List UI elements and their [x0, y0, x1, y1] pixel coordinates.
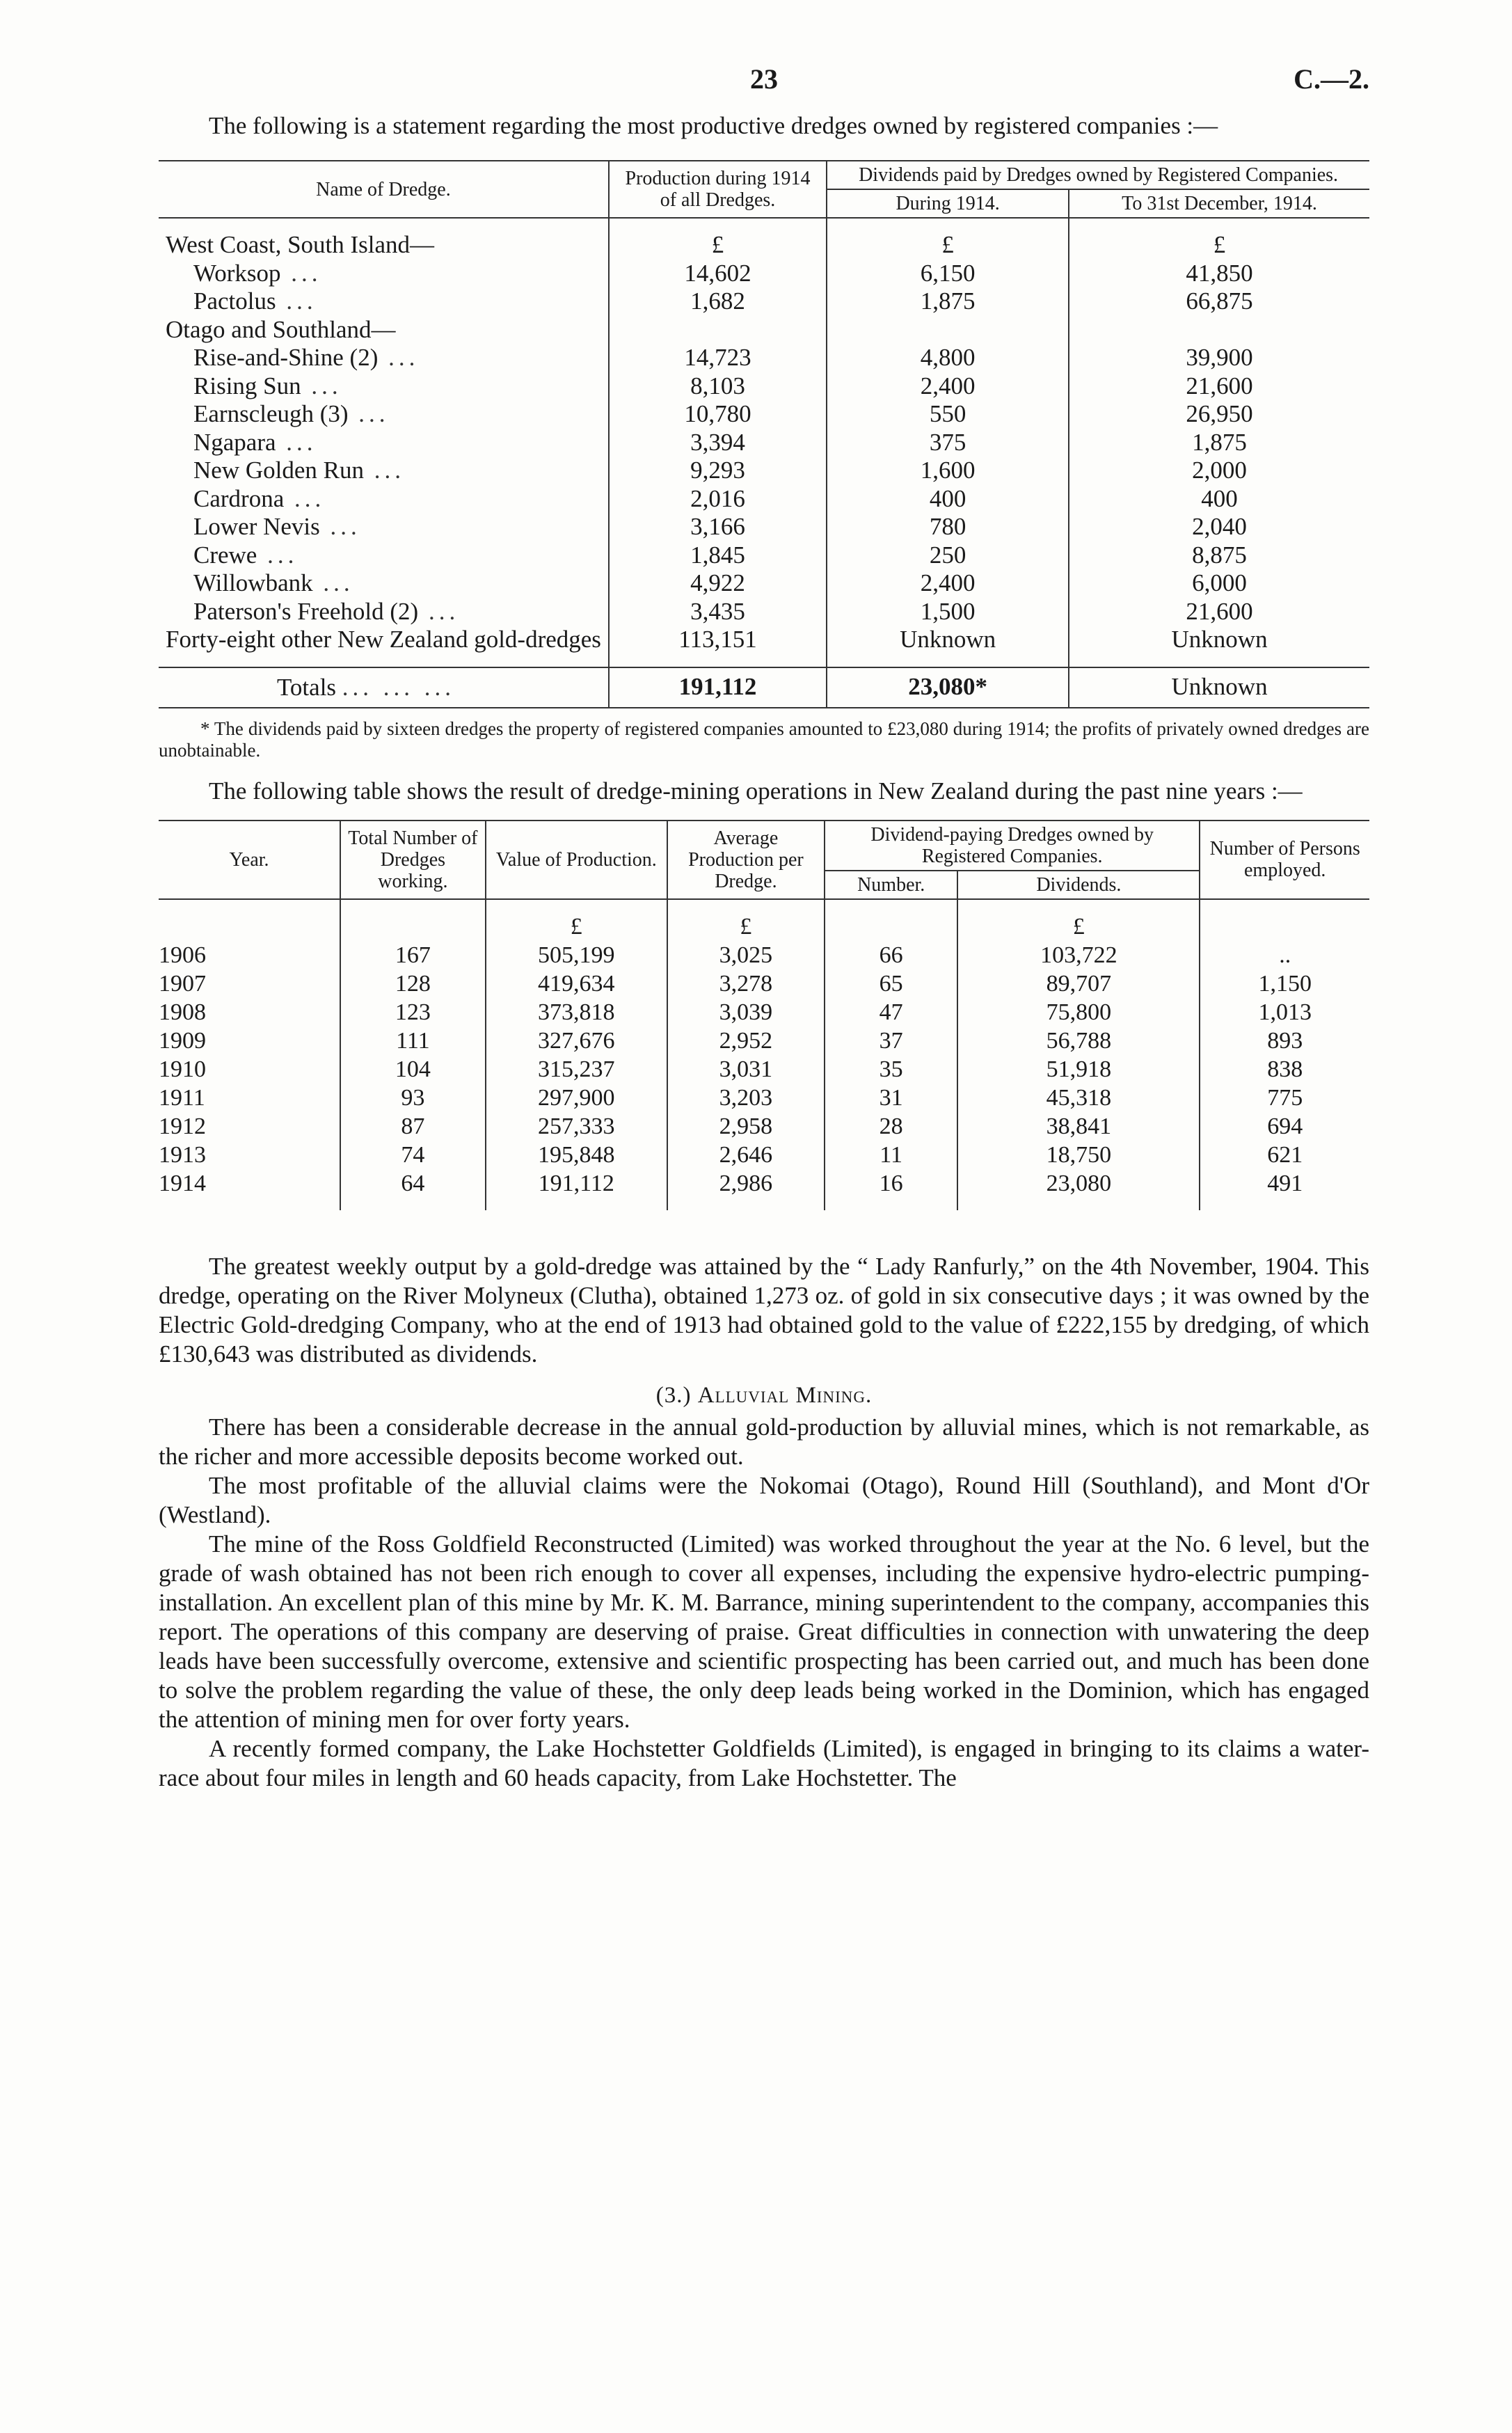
- body-paragraph: The most profitable of the alluvial claims were the Nokomai (Otago), Round Hill (Southland), and Mont d'Or (Westland).: [159, 1471, 1369, 1528]
- intro2-paragraph: The following table shows the result of dredge-mining operations in New Zealand during the past nine years :—: [209, 777, 1303, 805]
- dividends-to-date: 66,875: [1069, 287, 1369, 316]
- number-cell: 37: [825, 1027, 957, 1055]
- production-value: 3,435: [609, 598, 827, 626]
- production-value: 113,151: [609, 626, 827, 654]
- production-value: 2,016: [609, 485, 827, 514]
- persons-cell: ..: [1200, 941, 1369, 969]
- number-cell: 16: [825, 1169, 957, 1198]
- dividends-during: 400: [827, 485, 1069, 514]
- dredge-name: New Golden Run ...: [193, 457, 405, 484]
- number-cell: 11: [825, 1141, 957, 1169]
- intro-paragraph: The following is a statement regarding the most productive dredges owned by registered companies :—: [209, 112, 1218, 139]
- group-row: [159, 231, 1369, 260]
- dredge-name: Ngapara ...: [193, 428, 317, 456]
- value-cell: 191,112: [486, 1169, 667, 1198]
- table-row: [159, 541, 1369, 570]
- dividends-cell: 51,918: [957, 1055, 1200, 1084]
- dredge-name: Cardrona ...: [193, 484, 326, 512]
- dredge-name: Rise-and-Shine (2) ...: [193, 344, 420, 371]
- value-cell: 373,818: [486, 998, 667, 1027]
- dividends-cell: 56,788: [957, 1027, 1200, 1055]
- col-header-dividends: Dividends paid by Dredges owned by Registered Companies.: [827, 161, 1369, 189]
- year-cell: 1908: [159, 999, 206, 1025]
- total-dredges-cell: 74: [340, 1141, 486, 1169]
- total-dredges-cell: 167: [340, 941, 486, 969]
- value-cell: 297,900: [486, 1084, 667, 1112]
- table-row: [159, 429, 1369, 457]
- dredge-name: Willowbank ...: [193, 569, 354, 596]
- col-header-name: Name of Dredge.: [316, 178, 451, 200]
- dredge-name: Forty-eight other New Zealand gold-dredges: [166, 626, 601, 653]
- year-cell: 1911: [159, 1084, 205, 1111]
- average-cell: 3,203: [667, 1084, 825, 1112]
- table-row: [159, 344, 1369, 372]
- persons-cell: 893: [1200, 1027, 1369, 1055]
- unit-label: £: [486, 912, 667, 941]
- value-cell: 327,676: [486, 1027, 667, 1055]
- dividends-to-date: 400: [1069, 485, 1369, 514]
- dividends-during: 550: [827, 400, 1069, 429]
- number-cell: 66: [825, 941, 957, 969]
- number-cell: 28: [825, 1112, 957, 1141]
- dredge-name: Pactolus ...: [193, 287, 317, 315]
- dividends-during: 2,400: [827, 569, 1069, 598]
- value-cell: 195,848: [486, 1141, 667, 1169]
- total-dredges-cell: 104: [340, 1055, 486, 1084]
- units-row: [159, 912, 1369, 941]
- table-row: [159, 372, 1369, 401]
- table-row: [159, 400, 1369, 429]
- persons-cell: 694: [1200, 1112, 1369, 1141]
- year-cell: 1906: [159, 942, 206, 968]
- year-cell: 1909: [159, 1027, 206, 1054]
- dividends-during: 250: [827, 541, 1069, 570]
- value-cell: 505,199: [486, 941, 667, 969]
- dividends-during: 1,875: [827, 287, 1069, 316]
- col-header-production: Production during 1914 of all Dredges.: [609, 161, 827, 218]
- persons-cell: 775: [1200, 1084, 1369, 1112]
- totals-row: Totals ... ... ... 191,112 23,080* Unknown: [159, 667, 1369, 708]
- col-header-number: Number.: [825, 871, 957, 899]
- production-value: 1,845: [609, 541, 827, 570]
- average-cell: 2,646: [667, 1141, 825, 1169]
- page-header: [159, 63, 1369, 111]
- section-number: (3.): [655, 1382, 692, 1408]
- document-reference: C.—2.: [1294, 63, 1369, 95]
- unit-label: £: [609, 231, 827, 260]
- dividends-to-date: 26,950: [1069, 400, 1369, 429]
- value-cell: 315,237: [486, 1055, 667, 1084]
- dividends-cell: 45,318: [957, 1084, 1200, 1112]
- dividends-cell: 103,722: [957, 941, 1200, 969]
- persons-cell: 1,013: [1200, 998, 1369, 1027]
- dividends-during: 375: [827, 429, 1069, 457]
- table-row: [159, 485, 1369, 514]
- year-cell: 1914: [159, 1170, 206, 1196]
- body-paragraph: There has been a considerable decrease in the annual gold-production by alluvial mines, which is not remarkable, as the richer and more accessible deposits become worked out.: [159, 1413, 1369, 1470]
- col-header-year: Year.: [229, 848, 269, 871]
- production-value: 14,602: [609, 260, 827, 288]
- table-row: [159, 998, 1369, 1027]
- table-row: [159, 457, 1369, 485]
- dividends-during: 2,400: [827, 372, 1069, 401]
- average-cell: 2,958: [667, 1112, 825, 1141]
- table-row: [159, 287, 1369, 316]
- production-value: 9,293: [609, 457, 827, 485]
- average-cell: 3,278: [667, 969, 825, 998]
- production-value: 1,682: [609, 287, 827, 316]
- table-row: [159, 1055, 1369, 1084]
- total-dredges-cell: 111: [340, 1027, 486, 1055]
- production-value: 14,723: [609, 344, 827, 372]
- totals-production: 191,112: [609, 667, 827, 708]
- table-row: [159, 1169, 1369, 1198]
- dredge-name: Paterson's Freehold (2) ...: [193, 597, 460, 625]
- dividends-to-date: 2,040: [1069, 513, 1369, 541]
- unit-label: £: [957, 912, 1200, 941]
- col-header-dividends: Dividends.: [957, 871, 1200, 899]
- col-header-total: Total Number of Dredges working.: [340, 821, 486, 899]
- dredges-table: [159, 160, 1369, 708]
- year-cell: 1907: [159, 970, 206, 997]
- dredge-name: Crewe ...: [193, 541, 299, 569]
- table-row: [159, 1027, 1369, 1055]
- production-value: 3,394: [609, 429, 827, 457]
- dividends-to-date: 21,600: [1069, 372, 1369, 401]
- dividends-to-date: 1,875: [1069, 429, 1369, 457]
- table-row: [159, 569, 1369, 598]
- table-row: [159, 969, 1369, 998]
- col-header-value: Value of Production.: [486, 821, 667, 899]
- group-label: West Coast, South Island—: [166, 231, 435, 258]
- persons-cell: 491: [1200, 1169, 1369, 1198]
- totals-during: 23,080*: [827, 667, 1069, 708]
- year-cell: 1913: [159, 1141, 206, 1168]
- dividends-during: Unknown: [827, 626, 1069, 654]
- dividends-to-date: 8,875: [1069, 541, 1369, 570]
- unit-label: £: [1069, 231, 1369, 260]
- table-row: [159, 260, 1369, 288]
- value-cell: 257,333: [486, 1112, 667, 1141]
- dividends-during: 1,500: [827, 598, 1069, 626]
- dividends-during: 780: [827, 513, 1069, 541]
- table-row: [159, 513, 1369, 541]
- dredge-name: Worksop ...: [193, 259, 322, 287]
- group-label: Otago and Southland—: [166, 315, 396, 343]
- dividends-cell: 75,800: [957, 998, 1200, 1027]
- page-number: 23: [750, 63, 778, 95]
- average-cell: 3,039: [667, 998, 825, 1027]
- lady-ranfurly-paragraph: The greatest weekly output by a gold-dredge was attained by the “ Lady Ranfurly,” on the 4th November, 1904. This dredge, operating on the River Molyneux (Clutha), obtained 1,273 oz. of gold in six consecutive days ; it was owned by the Electric Gold-dredging Company, who at the end of 1913 had obtained gold to the value of £222,155 by dredging, of which £130,643 was distributed as dividends.: [159, 1252, 1369, 1368]
- dividends-cell: 18,750: [957, 1141, 1200, 1169]
- total-dredges-cell: 93: [340, 1084, 486, 1112]
- dividends-to-date: 2,000: [1069, 457, 1369, 485]
- value-cell: 419,634: [486, 969, 667, 998]
- total-dredges-cell: 123: [340, 998, 486, 1027]
- section-title: Alluvial Mining.: [697, 1382, 873, 1408]
- total-dredges-cell: 64: [340, 1169, 486, 1198]
- dividends-cell: 23,080: [957, 1169, 1200, 1198]
- nine-years-table: [159, 820, 1369, 1210]
- number-cell: 31: [825, 1084, 957, 1112]
- unit-label: £: [667, 912, 825, 941]
- col-header-persons: Number of Persons employed.: [1200, 821, 1369, 899]
- totals-label: Totals: [277, 673, 337, 701]
- col-header-dividend-dredges: Dividend-paying Dredges owned by Registered Companies.: [825, 821, 1200, 871]
- dividends-cell: 38,841: [957, 1112, 1200, 1141]
- dredge-name: Earnscleugh (3) ...: [193, 400, 390, 427]
- dividends-during: 6,150: [827, 260, 1069, 288]
- totals-to-date: Unknown: [1069, 667, 1369, 708]
- number-cell: 65: [825, 969, 957, 998]
- production-value: 3,166: [609, 513, 827, 541]
- dividends-cell: 89,707: [957, 969, 1200, 998]
- body-paragraph: A recently formed company, the Lake Hochstetter Goldfields (Limited), is engaged in bringing to its claims a water-race about four miles in length and 60 heads capacity, from Lake Hochstetter. The: [159, 1734, 1369, 1791]
- table-footnote: * The dividends paid by sixteen dredges the property of registered companies amounted to £23,080 during 1914; the profits of privately owned dredges are unobtainable.: [159, 718, 1369, 761]
- unit-label: £: [827, 231, 1069, 260]
- production-value: 4,922: [609, 569, 827, 598]
- dividends-to-date: 21,600: [1069, 598, 1369, 626]
- table-row: [159, 941, 1369, 969]
- dividends-to-date: 6,000: [1069, 569, 1369, 598]
- number-cell: 35: [825, 1055, 957, 1084]
- dividends-to-date: Unknown: [1069, 626, 1369, 654]
- dividends-to-date: 41,850: [1069, 260, 1369, 288]
- section-heading: [159, 1383, 1369, 1409]
- page: [159, 63, 1369, 1793]
- average-cell: 2,952: [667, 1027, 825, 1055]
- table-row: [159, 598, 1369, 626]
- persons-cell: 1,150: [1200, 969, 1369, 998]
- table-row: [159, 626, 1369, 654]
- col-header-average: Average Production per Dredge.: [667, 821, 825, 899]
- year-cell: 1910: [159, 1056, 206, 1082]
- average-cell: 3,025: [667, 941, 825, 969]
- col-header-during: During 1914.: [827, 189, 1069, 218]
- total-dredges-cell: 87: [340, 1112, 486, 1141]
- dividends-to-date: 39,900: [1069, 344, 1369, 372]
- dredge-name: Lower Nevis ...: [193, 513, 361, 540]
- table-row: [159, 1141, 1369, 1169]
- production-value: 8,103: [609, 372, 827, 401]
- number-cell: 47: [825, 998, 957, 1027]
- average-cell: 3,031: [667, 1055, 825, 1084]
- persons-cell: 838: [1200, 1055, 1369, 1084]
- col-header-to-date: To 31st December, 1914.: [1069, 189, 1369, 218]
- body-paragraph: The mine of the Ross Goldfield Reconstructed (Limited) was worked throughout the year at the No. 6 level, but the grade of wash obtained has not been rich enough to cover all expenses, including the expensive hydro-electric pumping-installation. An excellent plan of this mine by Mr. K. M. Barrance, mining superintendent to the company, accompanies this report. The operations of this company are deserving of praise. Great difficulties in connection with unwatering the deep leads have been successfully overcome, extensive and scientific prospecting has been carried out, and much has been done to solve the problem regarding the value of these, the only deep leads being worked in the Dominion, which has engaged the attention of mining men for over forty years.: [159, 1530, 1369, 1733]
- dividends-during: 1,600: [827, 457, 1069, 485]
- average-cell: 2,986: [667, 1169, 825, 1198]
- table-row: [159, 1112, 1369, 1141]
- persons-cell: 621: [1200, 1141, 1369, 1169]
- total-dredges-cell: 128: [340, 969, 486, 998]
- year-cell: 1912: [159, 1113, 206, 1139]
- production-value: 10,780: [609, 400, 827, 429]
- table-row: [159, 1084, 1369, 1112]
- dredge-name: Rising Sun ...: [193, 372, 342, 399]
- dividends-during: 4,800: [827, 344, 1069, 372]
- group-row: [159, 316, 1369, 344]
